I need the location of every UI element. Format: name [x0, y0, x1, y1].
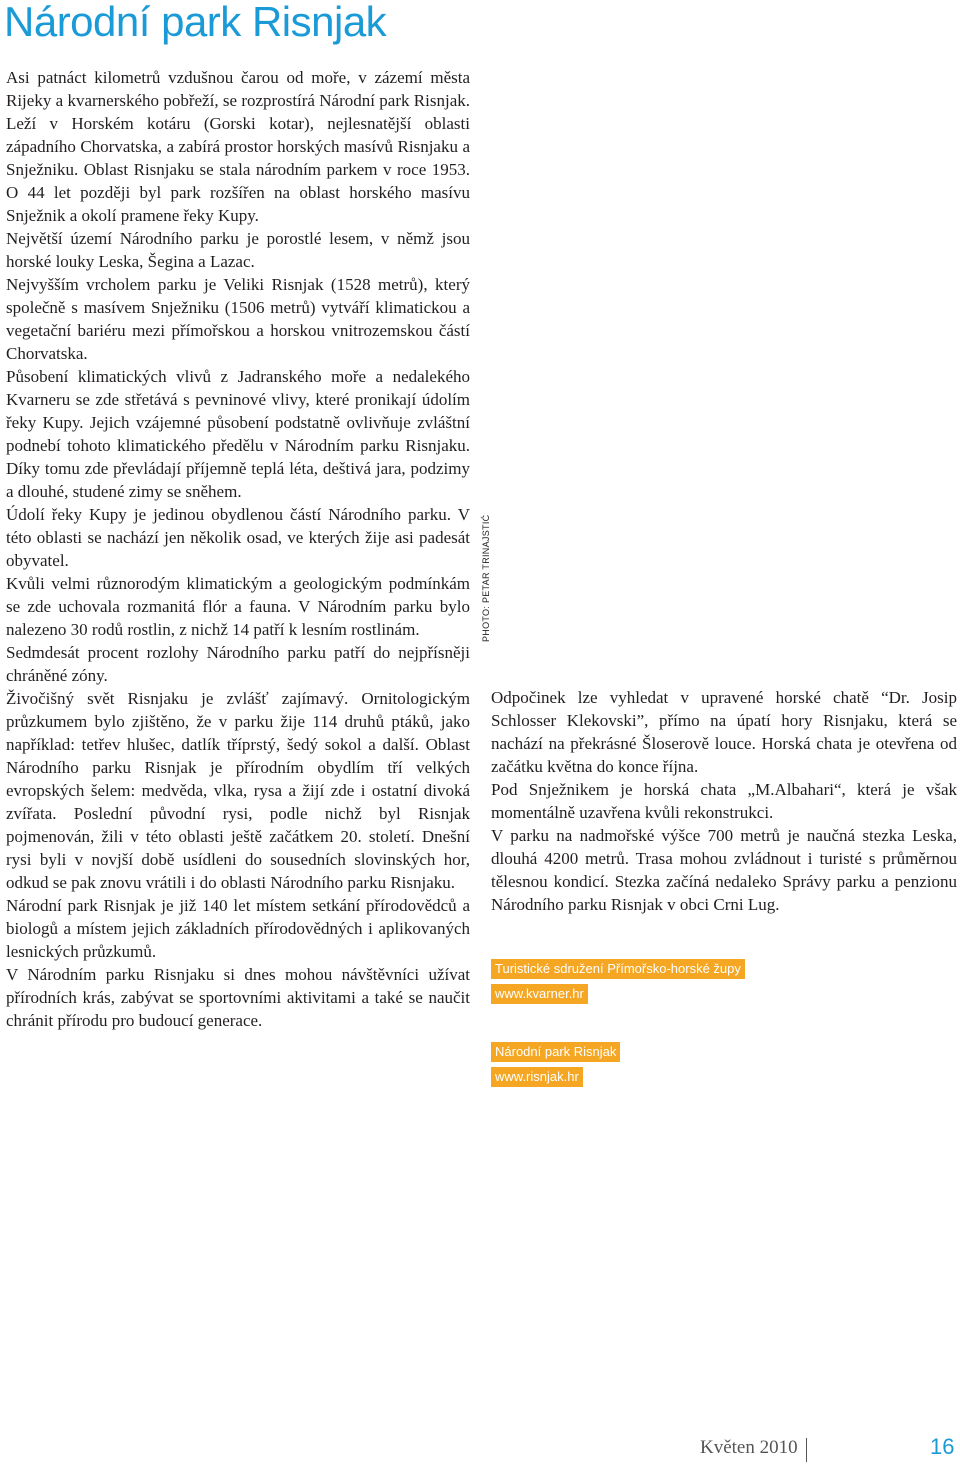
organization-label: Turistické sdružení Přímořsko-horské župy	[491, 959, 745, 979]
footer-divider	[806, 1438, 807, 1462]
paragraph: Odpočinek lze vyhledat v upravené horské chatě “Dr. Josip Schlosser Klekovski”, přímo na úpatí hory Risnjaku, která se nachází na překrásné Šloserově louce. Horská chata je otevřena od začátku května do konce října.	[491, 688, 957, 776]
side-article	[491, 686, 957, 916]
contact-links	[491, 959, 791, 1092]
main-article	[6, 66, 470, 1032]
paragraph: Největší území Národního parku je porostlé lesem, v němž jsou horské louky Leska, Šegina a Lazac.	[6, 229, 470, 271]
website-link[interactable]: www.kvarner.hr	[491, 984, 588, 1004]
paragraph: Působení klimatických vlivů z Jadranského moře a nedalekého Kvarneru se zde střetává s pevninové vlivy, které pronikají údolím řeky Kupy. Jejich vzájemné působení podstatně ovlivňuje zvláštní podnebí tohoto klimatického předělu v Národním parku Risnjaku. Díky tomu zde převládají příjemně teplá léta, deštivá jara, podzimy a dlouhé, studené zimy se sněhem.	[6, 367, 470, 501]
organization-label: Národní park Risnjak	[491, 1042, 620, 1062]
paragraph: Nejvyšším vrcholem parku je Veliki Risnjak (1528 metrů), který společně s masívem Snježniku (1506 metrů) vytváří klimatickou a vegetační bariéru mezi přímořskou a horskou vnitrozemskou částí Chorvatska.	[6, 275, 470, 363]
paragraph: Sedmdesát procent rozlohy Národního parku patří do nejpřísněji chráněné zóny.	[6, 643, 470, 685]
website-link[interactable]: www.risnjak.hr	[491, 1067, 583, 1087]
photo-credit: PHOTO: PETAR TRINAJSTIĆ	[481, 514, 491, 642]
paragraph: Asi patnáct kilometrů vzdušnou čarou od moře, v zázemí města Rijeky a kvarnerského pobřeží, se rozprostírá Národní park Risnjak. Leží v Horském kotáru (Gorski kotar), nejlesnatější oblasti západního Chorvatska, a zabírá prostor horských masívů Risnjaku a Snježniku. Oblast Risnjaku se stala národním parkem v roce 1953. O 44 let později byl park rozšířen na oblast horského masívu Snježnik a okolí pramene řeky Kupy.	[6, 68, 470, 225]
page-number: 16	[930, 1434, 955, 1459]
issue-date: Květen 2010	[700, 1437, 798, 1458]
paragraph: Národní park Risnjak je již 140 let místem setkání přírodovědců a biologů a místem jejich základních přírodovědných i aplikovaných lesnických průzkumů.	[6, 896, 470, 961]
page-title: Národní park Risnjak	[4, 0, 387, 45]
paragraph: Kvůli velmi různorodým klimatickým a geologickým podmínkám se zde uchovala rozmanitá flór a fauna. V Národním parku bylo nalezeno 30 rodů rostlin, z nichž 14 patří k lesním rostlinám.	[6, 574, 470, 639]
paragraph: Údolí řeky Kupy je jedinou obydlenou částí Národního parku. V této oblasti se nachází jen několik osad, ve kterých žije asi padesát obyvatel.	[6, 505, 470, 570]
paragraph: V parku na nadmořské výšce 700 metrů je naučná stezka Leska, dlouhá 4200 metrů. Trasa mohou zvládnout i turisté s průměrnou tělesnou kondicí. Stezka začíná nedaleko Správy parku a penzionu Národního parku Risnjak v obci Crni Lug.	[491, 826, 957, 914]
paragraph: Pod Snježnikem je horská chata „M.Albahari“, která je však momentálně uzavřena kvůli rekonstrukci.	[491, 780, 957, 822]
paragraph: V Národním parku Risnjaku si dnes mohou návštěvníci užívat přírodních krás, zabývat se sportovními aktivitami a také se naučit chránit přírodu pro budoucí generace.	[6, 965, 470, 1030]
paragraph: Živočišný svět Risnjaku je zvlášť zajímavý. Ornitologickým průzkumem bylo zjištěno, že v parku žije 114 druhů ptáků, jako například: tetřev hlušec, datlík tříprstý, šedý sokol a další. Oblast Národního parku Risnjak je přírodním obydlím tří velkých evropských šelem: medvěda, vlka, rysa a žijí zde i ostatní divoká zvířata. Poslední původní rysi, podle nichž byl Risnjak pojmenován, žili v této oblasti ještě začátkem 20. století. Dnešní rysi byli v novjší době usídleni do sousedních slovinských hor, odkud se pak znovu vrátili i do oblasti Národního parku Risnjaku.	[6, 689, 470, 892]
